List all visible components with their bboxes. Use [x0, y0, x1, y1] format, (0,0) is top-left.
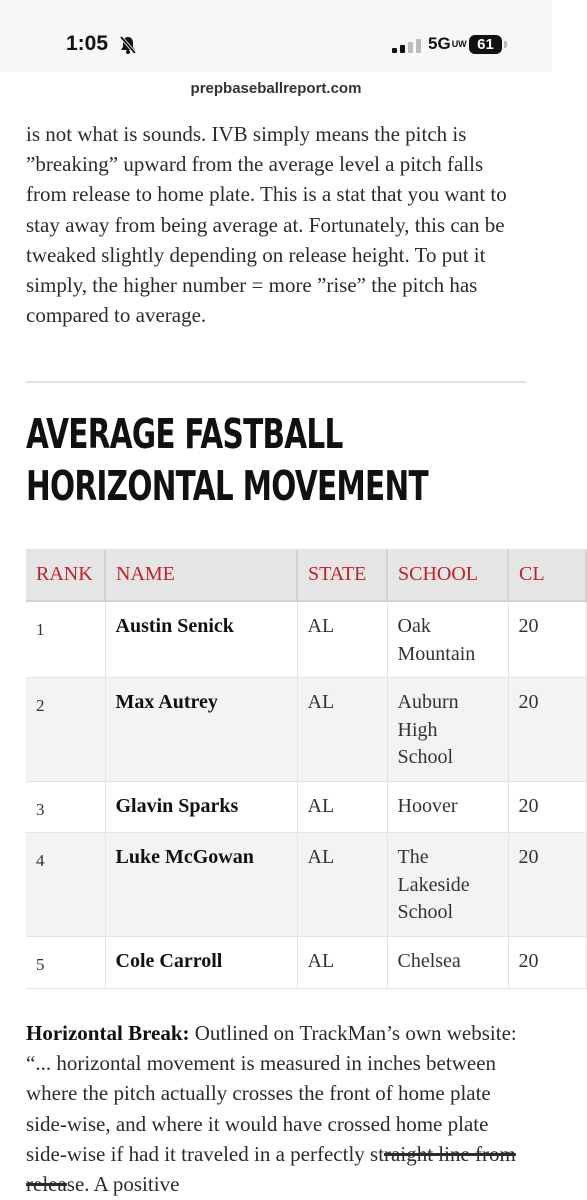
state-cell: AL — [297, 678, 387, 782]
state-cell: AL — [297, 936, 387, 988]
battery-tip — [504, 41, 507, 48]
table-row — [26, 781, 586, 833]
school-cell: Hoover — [387, 781, 508, 833]
state-cell: AL — [297, 781, 387, 833]
clock: 1:05 — [66, 32, 109, 55]
outro-label: Horizontal Break: — [26, 1021, 190, 1045]
col-header-state[interactable]: STATE — [297, 549, 387, 601]
intro-paragraph: is not what is sounds. IVB simply means the pitch is ”breaking” upward from the average level a pitch falls from release to home plate. This is a stat that you want to stay away from being average at. Fortunately, this can be tweaked slightly depending on release height. To put it simply, the higher number = more ”rise” the pitch has compared to average. — [26, 122, 507, 328]
col-header-school[interactable]: SCHOOL — [387, 549, 508, 601]
col-header-class[interactable]: CL — [508, 549, 586, 601]
outro-paragraph — [26, 1018, 526, 1199]
name-cell: Glavin Sparks — [105, 781, 297, 833]
table-row — [26, 601, 586, 678]
rank-cell: 2 — [26, 678, 105, 782]
battery-icon: 61 — [469, 35, 502, 54]
name-cell: Cole Carroll — [105, 936, 297, 988]
class-cell: 20 — [508, 601, 586, 678]
col-header-name[interactable]: NAME — [105, 549, 297, 601]
section-divider — [26, 381, 526, 383]
name-cell: Austin Senick — [105, 601, 297, 678]
class-cell: 20 — [508, 833, 586, 937]
rank-cell: 5 — [26, 936, 105, 988]
name-cell: Max Autrey — [105, 678, 297, 782]
table-header-row — [26, 549, 586, 601]
table-row — [26, 936, 586, 988]
outro-struck-text: raight line from relea — [26, 1141, 516, 1197]
table-row — [26, 833, 586, 937]
class-cell: 20 — [508, 678, 586, 782]
outro-text-end: se. A positive — [66, 1172, 180, 1197]
rank-cell: 3 — [26, 781, 105, 833]
col-header-rank[interactable]: RANK — [26, 549, 105, 601]
status-bar — [0, 0, 552, 97]
school-cell: The Lakeside School — [387, 833, 508, 937]
table-row — [26, 678, 586, 782]
school-cell: Chelsea — [387, 936, 508, 988]
ranking-table — [26, 549, 587, 989]
state-cell: AL — [297, 833, 387, 937]
name-cell: Luke McGowan — [105, 833, 297, 937]
school-cell: Oak Mountain — [387, 601, 508, 678]
rank-cell: 1 — [26, 601, 105, 678]
outro-text: Outlined on TrackMan’s own website: “... horizontal movement is measured in inches between where the pitch actually crosses the front of home plate side-wise, and where it would have crossed home plate side-wise if had it traveled in a perfectly st — [26, 1021, 517, 1166]
ranking-table-container[interactable] — [26, 549, 545, 983]
section-heading: AVERAGE FASTBALL HORIZONTAL MOVEMENT — [26, 410, 428, 510]
network-type: 5GUW — [428, 34, 467, 53]
cellular-signal-icon — [392, 37, 424, 53]
school-cell: Auburn High School — [387, 678, 508, 782]
rank-cell: 4 — [26, 833, 105, 937]
state-cell: AL — [297, 601, 387, 678]
silent-bell-icon — [118, 35, 138, 55]
address-bar-url[interactable]: prepbaseballreport.com — [190, 80, 362, 97]
class-cell: 20 — [508, 936, 586, 988]
class-cell: 20 — [508, 781, 586, 833]
